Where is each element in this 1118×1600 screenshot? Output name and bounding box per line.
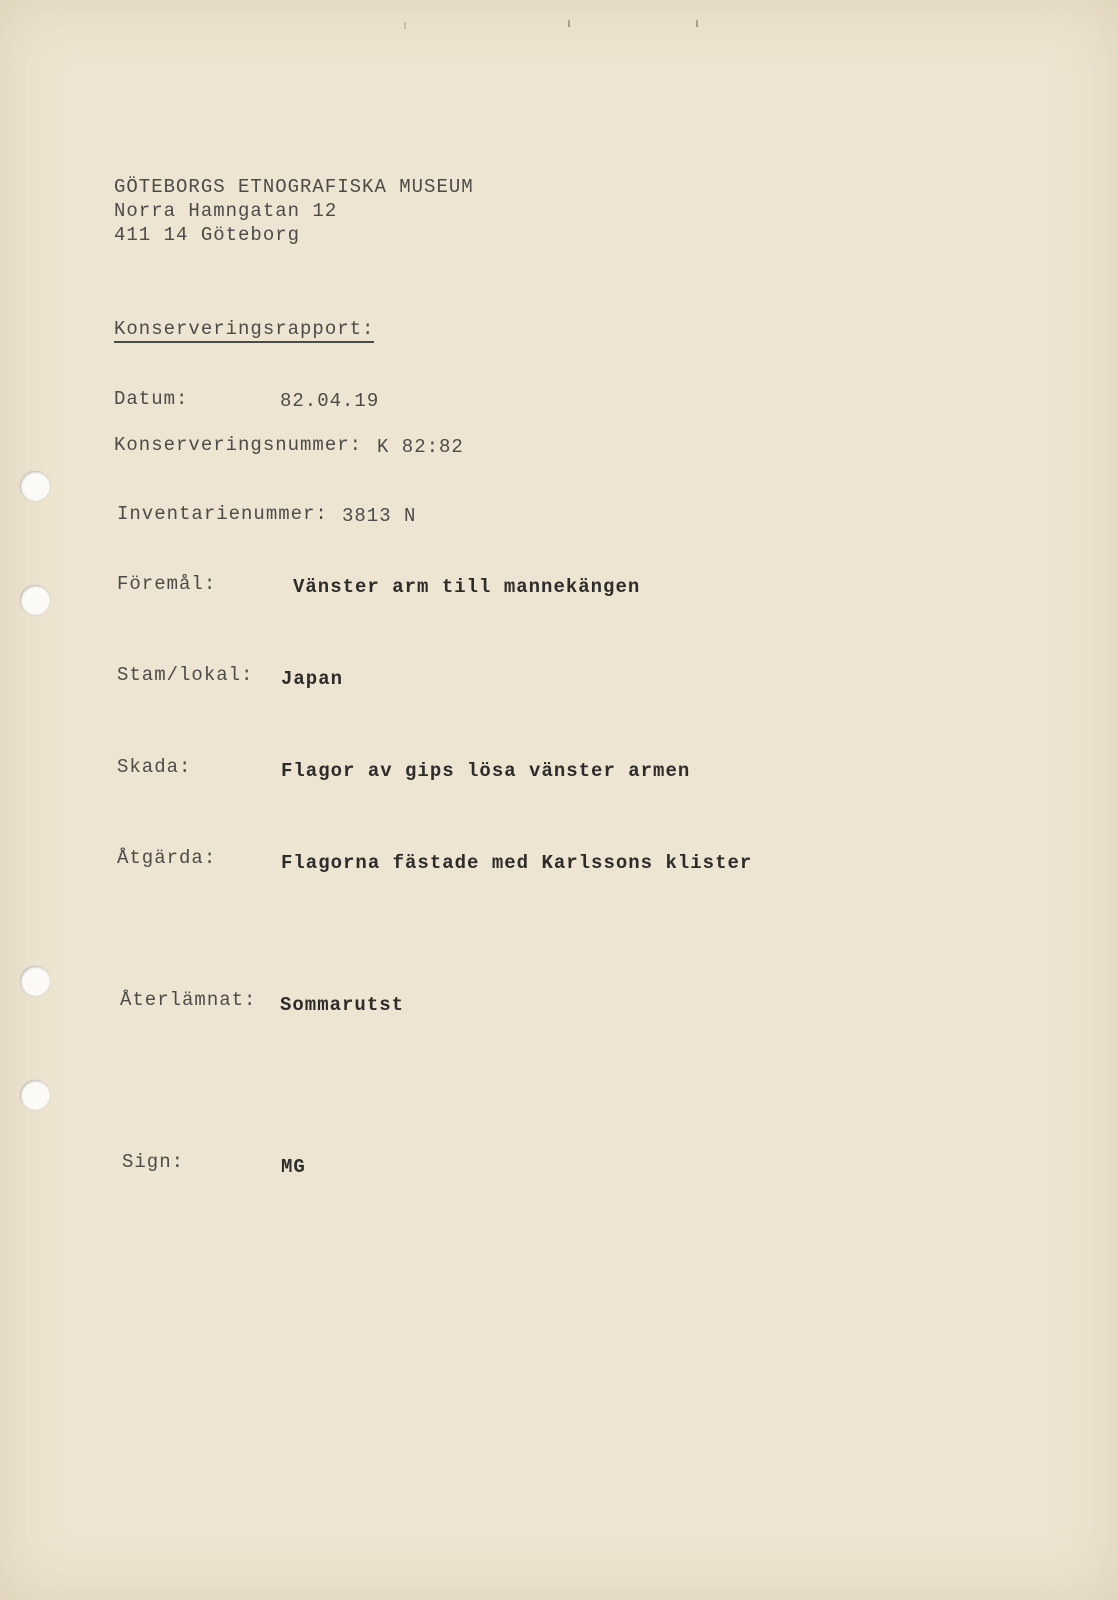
datum-label: Datum: <box>114 388 189 410</box>
konserveringsnummer-label: Konserveringsnummer: <box>114 434 363 456</box>
sign-label: Sign: <box>122 1151 185 1173</box>
paper-mark <box>568 20 570 27</box>
datum-value: 82.04.19 <box>280 390 380 412</box>
punch-hole <box>20 966 50 996</box>
punch-hole <box>20 471 50 501</box>
punch-hole <box>20 585 50 615</box>
stam-lokal-value: Japan <box>281 668 344 690</box>
museum-name: GÖTEBORGS ETNOGRAFISKA MUSEUM <box>114 176 474 198</box>
inventarienummer-value: 3813 N <box>342 505 417 527</box>
aterlamnat-value: Sommarutst <box>280 994 405 1016</box>
paper-mark <box>404 22 406 29</box>
foremal-label: Föremål: <box>117 573 217 595</box>
atgard-label: Åtgärda: <box>117 847 217 869</box>
report-title: Konserveringsrapport: <box>114 318 374 343</box>
aterlamnat-label: Återlämnat: <box>120 989 257 1011</box>
skada-value: Flagor av gips lösa vänster armen <box>281 760 691 782</box>
atgard-value: Flagorna fästade med Karlssons klister <box>281 852 753 874</box>
stam-lokal-label: Stam/lokal: <box>117 664 254 686</box>
museum-city: 411 14 Göteborg <box>114 224 301 246</box>
inventarienummer-label: Inventarienummer: <box>117 503 328 525</box>
punch-hole <box>20 1080 50 1110</box>
sign-value: MG <box>281 1156 306 1178</box>
paper-mark <box>696 20 698 27</box>
skada-label: Skada: <box>117 756 192 778</box>
foremal-value: Vänster arm till mannekängen <box>293 576 641 598</box>
museum-street: Norra Hamngatan 12 <box>114 200 338 222</box>
konserveringsnummer-value: K 82:82 <box>377 436 464 458</box>
